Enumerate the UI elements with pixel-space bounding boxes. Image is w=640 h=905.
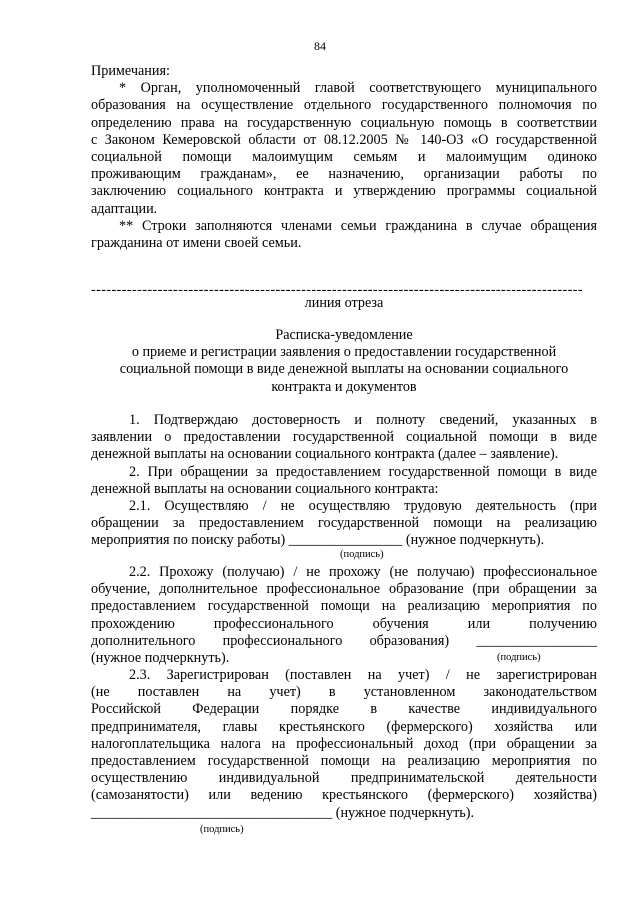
item23-line: 2.3. Зарегистрирован (поставлен на учет) / не зарегистрирован — [129, 667, 597, 683]
item21-line: обращении за предоставлением государственной помощи на реализацию — [91, 515, 597, 532]
item22-line: дополнительного профессионального образования) _________________ — [91, 632, 597, 649]
receipt-subtitle-line: о приеме и регистрации заявления о предоставлении государственной — [131, 344, 557, 361]
note1-line: социальной помощи малоимущим семьям и малоимущим одиноко — [91, 149, 597, 166]
item23-line: предпринимателя, главы крестьянского (фермерского) хозяйства или — [91, 718, 597, 735]
item21-line: 2.1. Осуществляю / не осуществляю трудовую деятельность (при — [129, 498, 597, 515]
note1-line: заключению социального контракта и утверждению программы социальной — [91, 183, 597, 200]
notes-section — [91, 63, 597, 252]
item22-line: обучение, дополнительное профессиональное образование (при обращении за — [91, 581, 597, 598]
item2-line: денежной выплаты на основании социального контракта: — [91, 480, 439, 497]
receipt-subtitle-line: социальной помощи в виде денежной выплаты на основании социального — [119, 361, 569, 378]
item23-line: налогоплательщика налога на профессиональный доход (при обращении за — [91, 735, 597, 752]
item23-line: (самозанятости) или ведению крестьянского (фермерского) хозяйства) — [91, 787, 597, 804]
item23-line: осуществлению индивидуальной предпринимательской деятельности — [91, 770, 597, 787]
item23-line: предоставлением государственной помощи на реализацию мероприятия по — [91, 753, 597, 770]
item23-line: Российской Федерации порядке в качестве индивидуального — [91, 701, 597, 718]
item23-line: (не поставлен на учет) в установленном законодательством — [91, 684, 597, 701]
item1-line: заявлении о предоставлении государственной социальной помощи в виде — [91, 429, 597, 446]
item22-line: 2.2. Прохожу (получаю) / не прохожу (не получаю) профессиональное — [129, 564, 597, 580]
note1-line: * Орган, уполномоченный главой соответствующего муниципального — [119, 80, 597, 97]
signature-caption: (подпись) — [497, 652, 541, 663]
item22-last: (нужное подчеркнуть). — [91, 650, 230, 667]
cut-line-label: линия отреза — [304, 295, 384, 311]
item1-line: 1. Подтверждаю достоверность и полноту сведений, указанных в — [129, 412, 597, 428]
item23-last: __________________________________ (нужное подчеркнуть). — [91, 804, 475, 821]
receipt-subtitle-line: контракта и документов — [271, 378, 417, 395]
item2-line: 2. При обращении за предоставлением государственной помощи в виде — [129, 463, 597, 480]
note1-line: проживающим гражданам», ее назначению, организации работы по — [91, 166, 597, 183]
signature-caption: (подпись) — [340, 549, 384, 560]
receipt-header — [91, 327, 597, 396]
item23-block — [91, 667, 597, 822]
note1-line: образования на осуществление отдельного государственного полномочия по — [91, 97, 597, 114]
receipt-title: Расписка-уведомление — [275, 327, 413, 343]
note2-line: ** Строки заполняются членами семьи гражданина в случае обращения — [119, 217, 597, 234]
item22-line: прохождению профессионального обучения или получению — [91, 615, 597, 632]
notes-heading: Примечания: — [91, 63, 170, 79]
note1-line: с Законом Кемеровской области от 08.12.2005 № 140-ОЗ «О государственной — [91, 131, 597, 148]
item1-line: денежной выплаты на основании социального контракта (далее – заявление). — [91, 446, 559, 463]
page-number: 84 — [314, 39, 326, 53]
note2-line: гражданина от имени своей семьи. — [91, 235, 302, 252]
item21-line: мероприятия по поиску работы) ________________ (нужное подчеркнуть). — [91, 532, 545, 549]
items-block-1 — [91, 412, 597, 550]
note1-line: определению права на государственную социальную помощь в соответствии — [91, 114, 597, 131]
signature-caption: (подпись) — [200, 824, 244, 835]
item22-line: предоставлением государственной помощи на реализацию мероприятия по — [91, 598, 597, 615]
note1-line: адаптации. — [91, 200, 158, 217]
cut-line-dashes: ------------------------------------------------------------------------------------------------ — [91, 282, 583, 298]
